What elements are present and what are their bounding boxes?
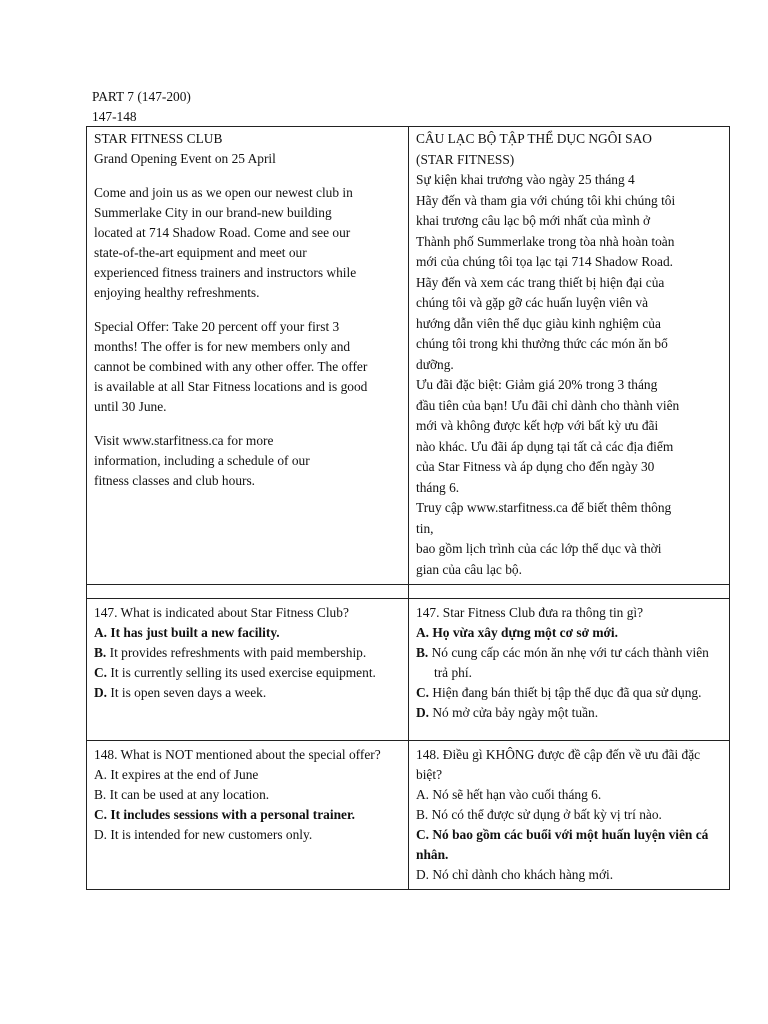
- question-148-text: 148. What is NOT mentioned about the special offer?: [94, 747, 381, 762]
- answer-option-a: A. It has just built a new facility.: [94, 625, 280, 640]
- passage-vi-line: gian của câu lạc bộ.: [416, 561, 522, 577]
- answer-option-d: D. It is intended for new customers only.: [94, 827, 313, 842]
- passage-vietnamese-cell: [409, 127, 730, 585]
- part-heading: PART 7 (147-200): [92, 89, 191, 104]
- spacer-row: [87, 585, 730, 599]
- passage-line: until 30 June.: [94, 399, 167, 414]
- passage-vi-line: khai trương câu lạc bộ mới nhất của mình ở: [416, 213, 651, 228]
- passage-vi-line: Hãy đến và xem các trang thiết bị hiện đại của: [416, 274, 665, 290]
- passage-line: Visit www.starfitness.ca for more: [94, 433, 274, 448]
- passage-line: enjoying healthy refreshments.: [94, 285, 260, 300]
- passage-line: Special Offer: Take 20 percent off your first 3: [94, 319, 340, 334]
- answer-option-d: D. It is open seven days a week.: [94, 685, 267, 700]
- question-148-vietnamese-cell: [409, 741, 730, 890]
- passage-vi-line: nào khác. Ưu đãi áp dụng tại tất cả các địa điểm: [416, 438, 674, 454]
- spacer-cell: [87, 585, 409, 599]
- answer-option-a-vi: A. Nó sẽ hết hạn vào cuối tháng 6.: [416, 787, 602, 802]
- answer-option-b: B. It provides refreshments with paid membership.: [94, 645, 367, 660]
- question-147-text: 147. What is indicated about Star Fitness Club?: [94, 605, 349, 620]
- passage-vi-title: CÂU LẠC BỘ TẬP THỂ DỤC NGÔI SAO: [416, 131, 652, 146]
- passage-vi-line: Thành phố Summerlake trong tòa nhà hoàn toàn: [416, 233, 675, 249]
- answer-option-b-vi: B. Nó cung cấp các món ăn nhẹ với tư cách thành viên trả phí.: [416, 645, 709, 680]
- question-147-vietnamese-cell: [409, 599, 730, 741]
- answer-option-d-vi: D. Nó chỉ dành cho khách hàng mới.: [416, 867, 614, 882]
- answer-option-a-vi: A. Họ vừa xây dựng một cơ sở mới.: [416, 625, 618, 640]
- passage-line: months! The offer is for new members only and: [94, 339, 351, 354]
- passage-title: STAR FITNESS CLUB: [94, 131, 223, 146]
- passage-line: state-of-the-art equipment and meet our: [94, 245, 307, 260]
- bilingual-table: [86, 126, 730, 890]
- passage-vi-line: hướng dẫn viên thể dục giàu kinh nghiệm của: [416, 315, 661, 331]
- question-148-row: [87, 741, 730, 890]
- question-147-row: [87, 599, 730, 741]
- question-147-english-cell: [87, 599, 409, 741]
- answer-option-c-vi: C. Nó bao gồm các buổi với một huấn luyện viên cá nhân.: [416, 827, 709, 862]
- passage-line: experienced fitness trainers and instructors while: [94, 265, 357, 280]
- answer-option-c: C. It is currently selling its used exercise equipment.: [94, 665, 376, 680]
- passage-english-cell: [87, 127, 409, 585]
- answer-option-c-vi: C. Hiện đang bán thiết bị tập thể dục đã qua sử dụng.: [416, 685, 702, 700]
- passage-vi-line: tháng 6.: [416, 479, 460, 495]
- passage-vi-line: chúng tôi và gặp gỡ các huấn luyện viên và: [416, 295, 649, 310]
- question-148-vi-text: 148. Điều gì KHÔNG được đề cập đến về ưu đãi đặc biệt?: [416, 747, 701, 782]
- passage-vi-line: chúng tôi trong khi thưởng thức các món ăn bổ: [416, 336, 668, 351]
- passage-line: located at 714 Shadow Road. Come and see our: [94, 225, 351, 240]
- passage-line: information, including a schedule of our: [94, 453, 310, 468]
- passage-line: cannot be combined with any other offer. The offer: [94, 359, 368, 374]
- passage-vi-line: Sự kiện khai trương vào ngày 25 tháng 4: [416, 172, 635, 187]
- passage-vi-line: dưỡng.: [416, 356, 454, 372]
- spacer-cell: [409, 585, 730, 599]
- passage-vi-line: Hãy đến và tham gia với chúng tôi khi chúng tôi: [416, 192, 676, 208]
- answer-option-c: C. It includes sessions with a personal trainer.: [94, 807, 356, 822]
- passage-vi-line: của Star Fitness và áp dụng cho đến ngày 30: [416, 459, 655, 474]
- passage-vi-line: tin,: [416, 520, 434, 536]
- answer-option-d-vi: D. Nó mở cửa bảy ngày một tuần.: [416, 705, 599, 720]
- passage-row: [87, 127, 730, 585]
- passage-line: Come and join us as we open our newest club in: [94, 185, 353, 200]
- answer-option-b: B. It can be used at any location.: [94, 787, 270, 802]
- passage-line: is available at all Star Fitness locations and is good: [94, 379, 368, 394]
- passage-line: Summerlake City in our brand-new building: [94, 205, 332, 220]
- passage-subtitle: Grand Opening Event on 25 April: [94, 151, 276, 166]
- passage-line: fitness classes and club hours.: [94, 473, 256, 488]
- question-range-heading: 147-148: [92, 109, 137, 124]
- answer-option-b-vi: B. Nó có thể được sử dụng ở bất kỳ vị trí nào.: [416, 807, 662, 822]
- passage-vi-line: bao gồm lịch trình của các lớp thể dục và thời: [416, 541, 662, 556]
- answer-option-a: A. It expires at the end of June: [94, 767, 259, 782]
- passage-vi-line: Ưu đãi đặc biệt: Giảm giá 20% trong 3 tháng: [416, 377, 658, 392]
- question-148-english-cell: [87, 741, 409, 890]
- passage-vi-line: Truy cập www.starfitness.ca để biết thêm thông: [416, 500, 672, 515]
- passage-vi-line: mới của chúng tôi tọa lạc tại 714 Shadow Road.: [416, 254, 673, 269]
- passage-vi-line: mới và không được kết hợp với bất kỳ ưu đãi: [416, 418, 659, 433]
- passage-vi-line: đầu tiên của bạn! Ưu đãi chỉ dành cho thành viên: [416, 397, 680, 413]
- passage-vi-line: (STAR FITNESS): [416, 151, 515, 167]
- question-147-vi-text: 147. Star Fitness Club đưa ra thông tin gì?: [416, 605, 644, 620]
